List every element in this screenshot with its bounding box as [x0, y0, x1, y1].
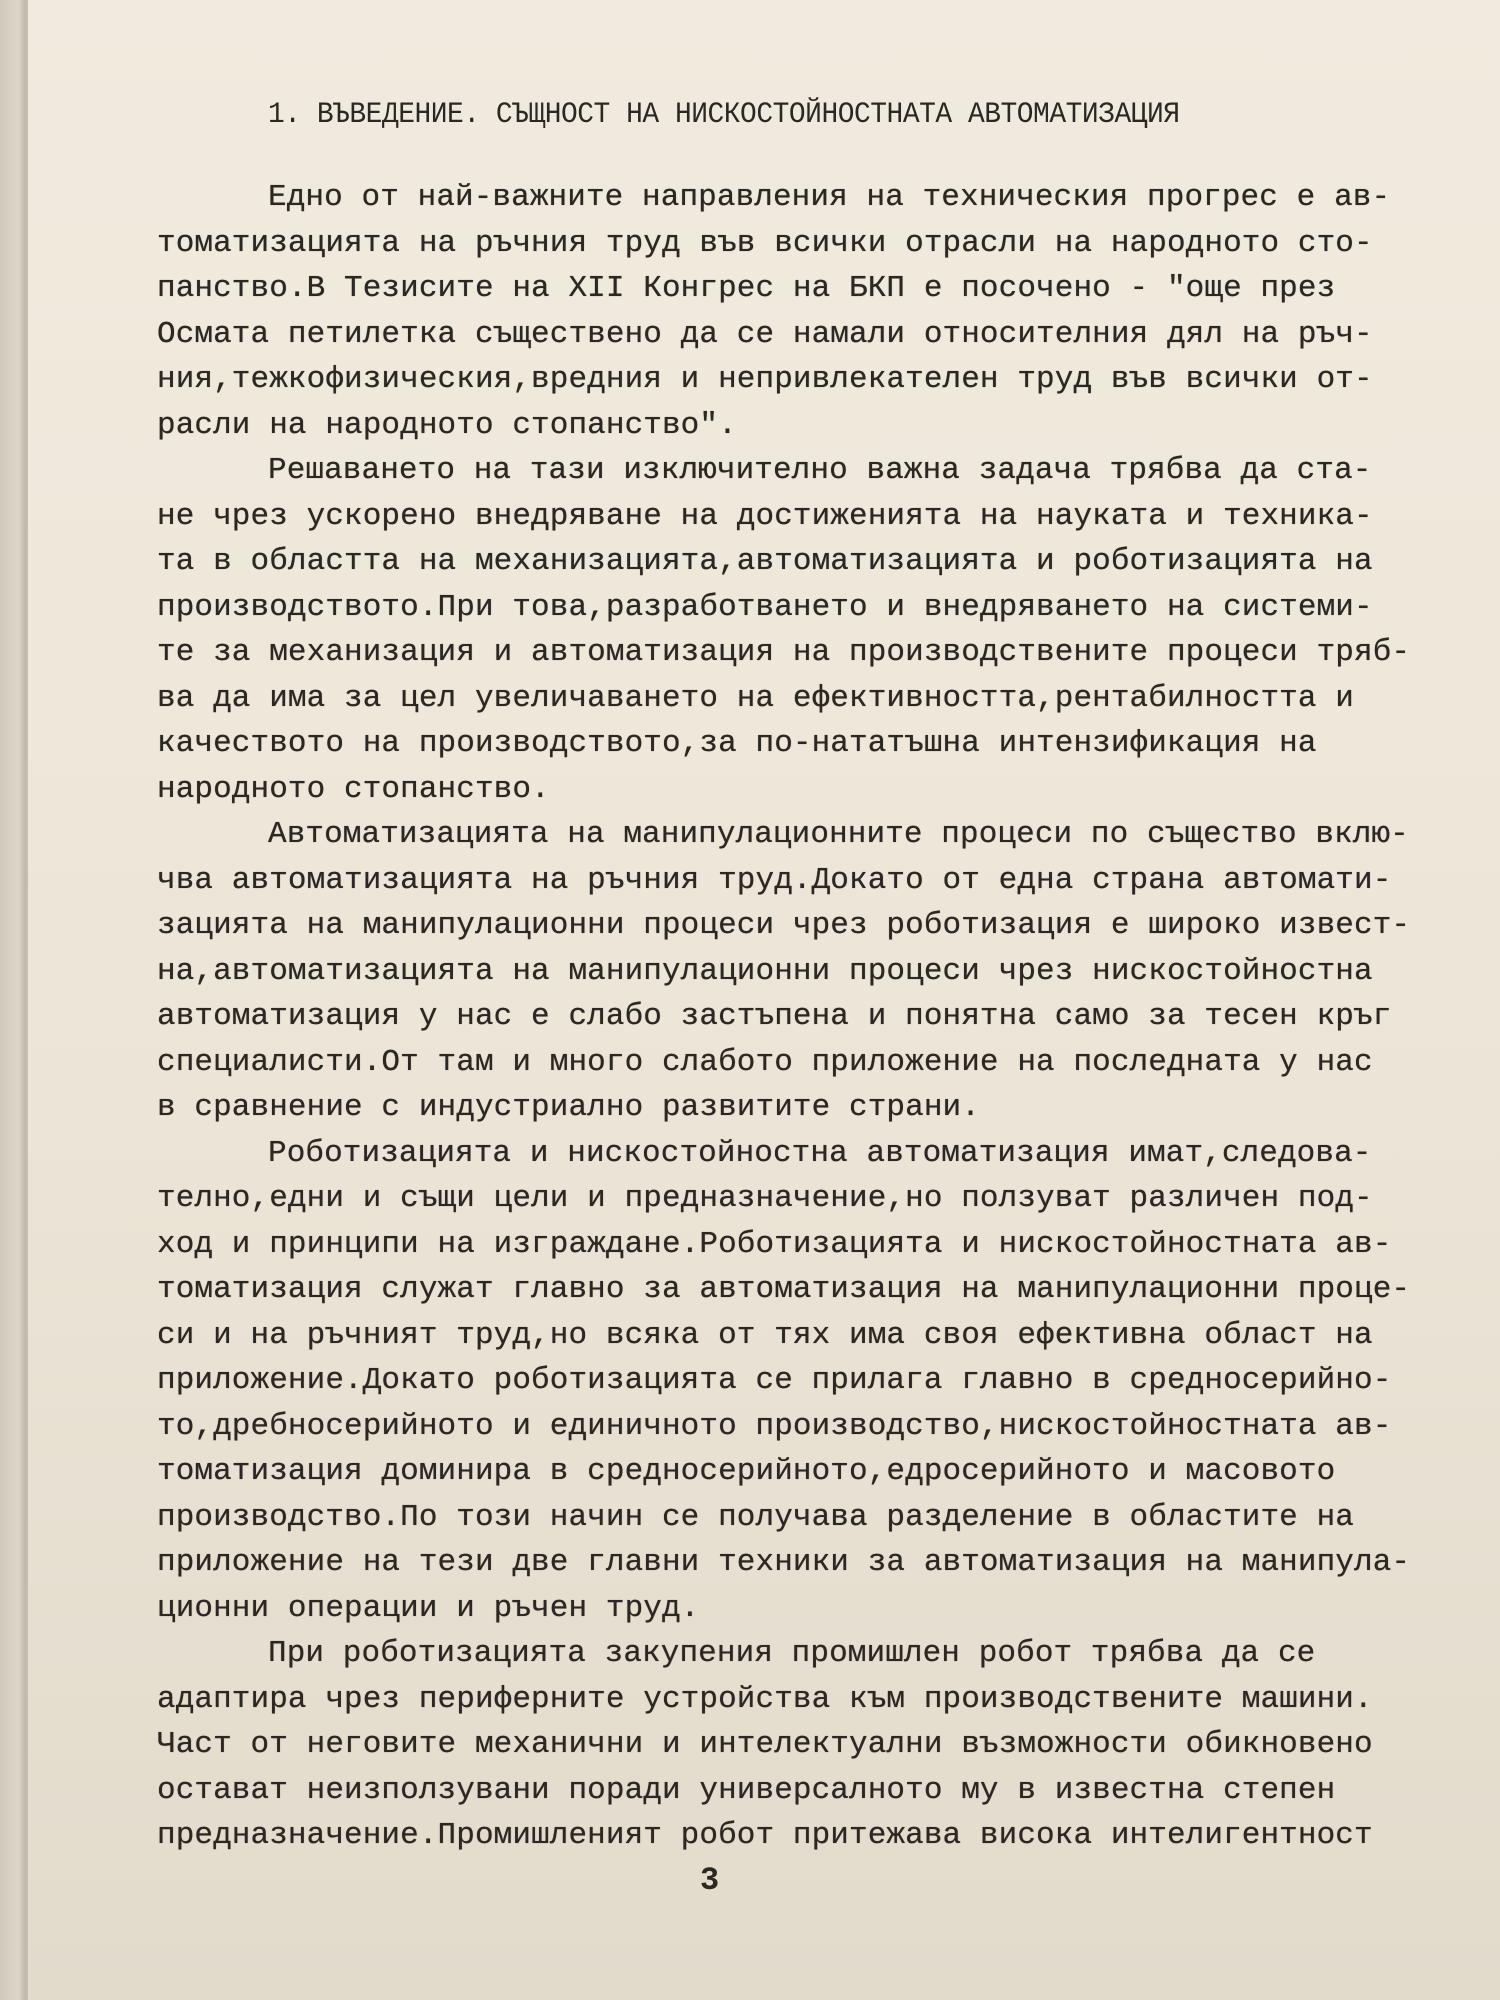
page-number: 3: [700, 1862, 720, 1899]
text-line: ва да има за цел увеличаването на ефективността,рентабилността и: [157, 680, 1354, 716]
text-line: ния,тежкофизическия,вредния и непривлекателен труд във всички от-: [157, 362, 1373, 397]
text-line: предназначение.Промишленият робот притежава висока интелигентност: [157, 1818, 1373, 1853]
text-line: адаптира чрез периферните устройства към производствените машини.: [157, 1681, 1373, 1717]
section-title: 1. ВЪВЕДЕНИЕ. СЪЩНОСТ НА НИСКОСТОЙНОСТНАТА АВТОМАТИЗАЦИЯ: [268, 98, 1180, 132]
text-line: та в областта на механизацията,автоматизацията и роботизацията на: [157, 544, 1373, 579]
paragraph: [157, 448, 1457, 812]
text-line: Осмата петилетка съществено да се намали относителния дял на ръч-: [157, 316, 1373, 352]
text-line: автоматизация у нас е слабо застъпена и понятна само за тесен кръг: [157, 999, 1392, 1034]
text-line: расли на народното стопанство".: [157, 407, 737, 443]
text-line: ход и принципи на изграждане.Роботизацията и нискостойностната ав-: [157, 1226, 1392, 1262]
paragraph: [157, 175, 1457, 448]
text-line: чва автоматизацията на ръчния труд.Докато от една страна автомати-: [157, 862, 1392, 898]
text-line: томатизация служат главно за автоматизация на манипулационни проце-: [157, 1272, 1411, 1307]
text-line: томатизацията на ръчния труд във всички отрасли на народното сто-: [157, 225, 1373, 261]
text-line: качеството на производството,за по-нататъшна интензификация на: [157, 726, 1317, 761]
text-line: приложение.Докато роботизацията се прилага главно в средносерийно-: [157, 1363, 1392, 1398]
text-line: не чрез ускорено внедряване на достиженията на науката и техника-: [157, 498, 1373, 534]
text-line: томатизация доминира в средносерийното,едросерийното и масовото: [157, 1454, 1336, 1489]
document-body: [157, 175, 1457, 1859]
text-line: народното стопанство.: [157, 771, 550, 807]
text-line: Автоматизацията на манипулационните процеси по същество вклю-: [268, 817, 1409, 852]
text-line: специалисти.От там и много слабото приложение на последната у нас: [157, 1044, 1373, 1080]
text-line: Едно от най-важните направления на техническия прогрес е ав-: [268, 180, 1391, 215]
text-line: Решаването на тази изключително важна задача трябва да ста-: [268, 453, 1372, 488]
text-line: приложение на тези две главни техники за автоматизация на манипула-: [157, 1545, 1411, 1580]
text-line: Роботизацията и нискостойностна автоматизация имат,следова-: [268, 1135, 1372, 1171]
page-fold-line: [26, 0, 28, 2000]
paragraph: [157, 1631, 1457, 1859]
text-line: производство.По този начин се получава разделение в областите на: [157, 1499, 1354, 1535]
previous-page-edge: [0, 0, 26, 2000]
text-line: производството.При това,разработването и внедряването на системи-: [157, 589, 1373, 625]
text-line: зацията на манипулационни процеси чрез роботизация е широко извест-: [157, 908, 1411, 943]
text-line: Част от неговите механични и интелектуални възможности обикновено: [157, 1727, 1373, 1762]
text-line: те за механизация и автоматизация на производствените процеси тряб-: [157, 635, 1411, 670]
text-line: то,дребносерийното и единичното производство,нискостойностната ав-: [157, 1408, 1392, 1444]
text-line: При роботизацията закупения промишлен робот трябва да се: [268, 1636, 1316, 1671]
text-line: остават неизползувани поради универсалното му в известна степен: [157, 1772, 1336, 1808]
text-line: ционни операции и ръчен труд.: [157, 1590, 700, 1626]
text-line: на,автоматизацията на манипулационни процеси чрез нискостойностна: [157, 953, 1373, 989]
text-line: панство.В Тезисите на XII Конгрес на БКП е посочено - "още през: [157, 271, 1336, 306]
paragraph: [157, 812, 1457, 1131]
text-line: телно,едни и същи цели и предназначение,но ползуват различен под-: [157, 1181, 1373, 1216]
text-line: си и на ръчният труд,но всяка от тях има своя ефективна област на: [157, 1317, 1373, 1353]
paragraph: [157, 1131, 1457, 1632]
text-line: в сравнение с индустриално развитите страни.: [157, 1090, 980, 1125]
